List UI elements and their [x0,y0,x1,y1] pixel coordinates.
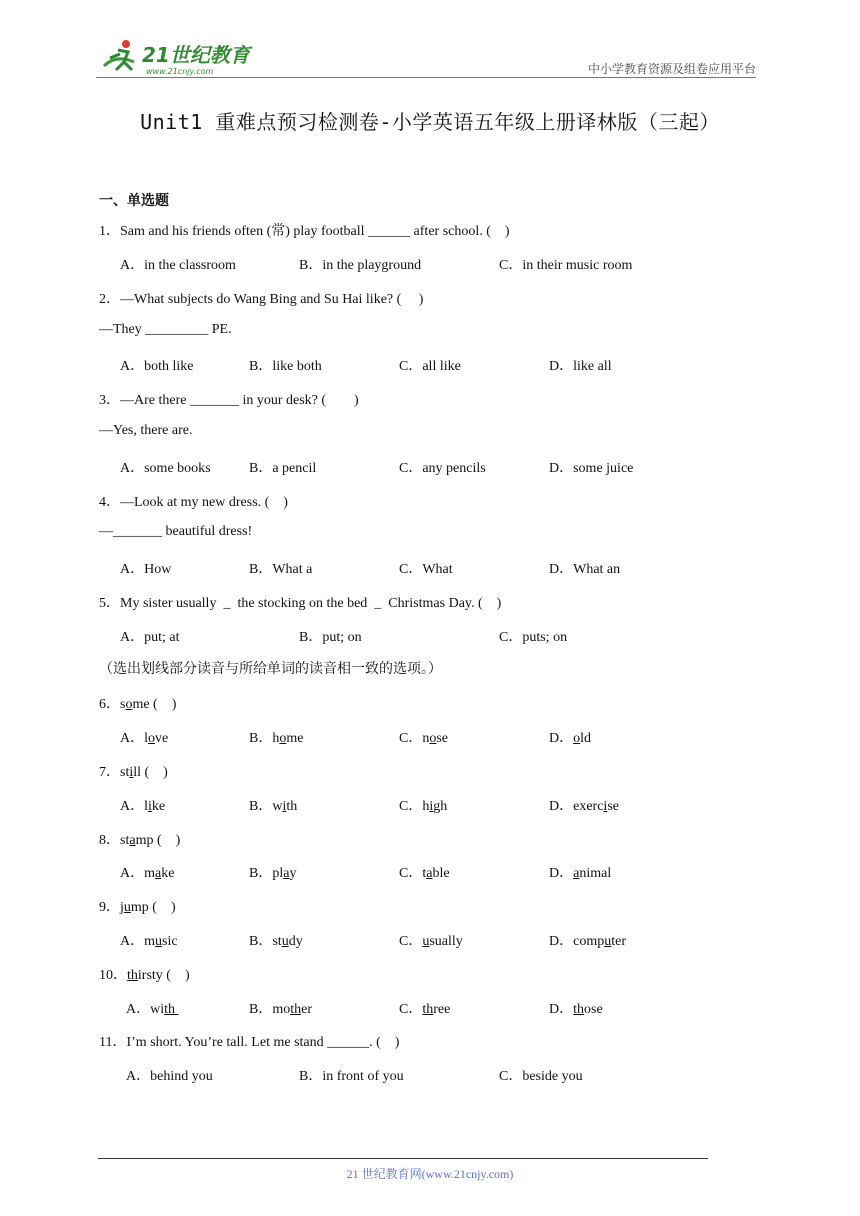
q8-option-d: D．animal [549,866,612,881]
q9-option-c: C．usually [399,934,463,949]
q8-option-c: C．table [399,866,450,881]
q6-option-b: B．home [249,731,304,746]
question-8: 8．stamp ( ) [99,833,181,848]
q8-option-b: B．play [249,866,297,881]
q7-option-d: D．exercise [549,799,619,814]
q3-option-a: A．some books [120,461,211,476]
q8-option-a: A．make [120,866,175,881]
q2-option-a: A．both like [120,359,194,374]
q2-option-d: D．like all [549,359,612,374]
question-5: 5．My sister usually _ the stocking on the bed _ Christmas Day. ( ) [99,596,502,611]
q1-option-a: A．in the classroom [120,258,236,273]
q7-option-a: A．like [120,799,166,814]
svg-text:21世纪教育: 21世纪教育 [142,43,250,67]
q3-option-d: D．some juice [549,461,634,476]
question-4: 4．—Look at my new dress. ( ) [99,495,288,510]
q2-option-b: B．like both [249,359,322,374]
question-3-response: —Yes, there are. [99,423,193,438]
question-7: 7．still ( ) [99,765,168,780]
q11-option-c: C．beside you [499,1069,583,1084]
question-6: 6．some ( ) [99,697,177,712]
page-header [96,36,756,78]
question-3: 3．—Are there _______ in your desk? ( ) [99,393,359,408]
q11-option-b: B．in front of you [299,1069,404,1084]
section-heading: 一、单选题 [99,193,169,209]
q11-option-a: A．behind you [126,1069,213,1084]
q3-option-b: B．a pencil [249,461,317,476]
question-2-response: —They _________ PE. [99,322,232,337]
question-11: 11．I’m short. You’re tall. Let me stand ______. ( ) [99,1035,400,1050]
question-1: 1．Sam and his friends often (常) play football ______ after school. ( ) [99,224,510,239]
q5-option-b: B．put; on [299,630,362,645]
header-divider [96,77,756,78]
question-10: 10．thirsty ( ) [99,968,190,983]
q4-option-a: A．How [120,562,172,577]
q9-option-b: B．study [249,934,303,949]
question-4-response: —_______ beautiful dress! [99,524,253,539]
q6-option-c: C．nose [399,731,449,746]
q1-option-c: C．in their music room [499,258,633,273]
page-title: Unit1 重难点预习检测卷-小学英语五年级上册译林版（三起） [140,110,720,134]
q9-option-a: A．music [120,934,178,949]
q4-option-d: D．What an [549,562,621,577]
question-2: 2．—What subjects do Wang Bing and Su Hai like? ( ) [99,292,424,307]
q4-option-b: B．What a [249,562,313,577]
q9-option-d: D．computer [549,934,626,949]
q10-option-a: A．with [126,1002,179,1017]
q5-option-c: C．puts; on [499,630,568,645]
21cnjy-logo [96,36,296,78]
q7-option-b: B．with [249,799,298,814]
footer-divider [98,1158,708,1159]
q6-option-d: D．old [549,731,592,746]
q10-option-d: D．those [549,1002,603,1017]
question-9: 9．jump ( ) [99,900,176,915]
q3-option-c: C．any pencils [399,461,486,476]
footer-link[interactable]: 21 世纪教育网(www.21cnjy.com) [346,1167,514,1181]
q4-option-c: C．What [399,562,453,577]
header-platform-text: 中小学教育资源及组卷应用平台 [587,62,756,76]
q6-option-a: A．love [120,731,169,746]
q10-option-b: B．mother [249,1002,313,1017]
q2-option-c: C．all like [399,359,461,374]
q10-option-c: C．three [399,1002,451,1017]
q1-option-b: B．in the playground [299,258,422,273]
q7-option-c: C．high [399,799,448,814]
phonics-instruction: （选出划线部分读音与所给单词的读音相一致的选项。） [99,661,442,677]
svg-text:www.21cnjy.com: www.21cnjy.com [146,67,214,76]
q5-option-a: A．put; at [120,630,180,645]
